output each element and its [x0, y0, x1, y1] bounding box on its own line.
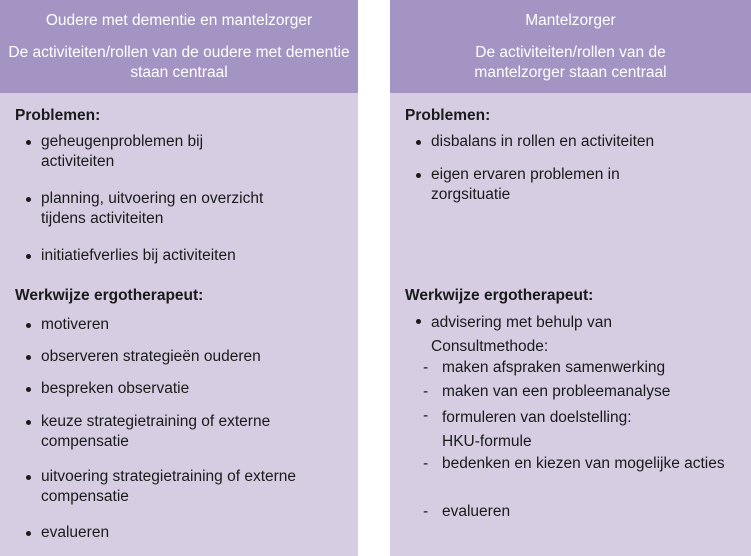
dash-marker: - — [423, 407, 429, 424]
left-method-item: bespreken observatie — [41, 379, 338, 399]
right-method-subitem: evalueren — [442, 503, 511, 520]
left-method-item: keuze strategietraining of externe compensatie — [41, 412, 311, 452]
right-problem-item: eigen ervaren problemen in zorgsituatie — [431, 165, 661, 205]
left-method-heading: Werkwijze ergotherapeut: — [15, 287, 204, 304]
dash-marker: - — [423, 383, 429, 400]
left-problem-item: initiatiefverlies bij activiteiten — [41, 246, 338, 266]
dash-marker: - — [423, 359, 429, 376]
left-panel-title: Oudere met dementie en mantelzorger — [45, 12, 313, 29]
dash-marker: - — [423, 503, 429, 520]
left-panel-body — [0, 93, 358, 556]
left-problem-item: planning, uitvoering en overzicht tijdens activiteiten — [41, 189, 281, 229]
left-panel-header — [0, 0, 358, 93]
right-method-item: advisering met behulp van Consultmethode: — [431, 311, 641, 359]
left-panel-subtitle: De activiteiten/rollen van de oudere met dementie staan centraal — [8, 44, 350, 81]
right-method-heading: Werkwijze ergotherapeut: — [405, 287, 594, 304]
left-method-item: observeren strategieën ouderen — [41, 347, 338, 367]
right-method-subitem: formuleren van doelstelling: HKU-formule — [442, 409, 632, 450]
left-method-item: motiveren — [41, 315, 338, 335]
right-method-subitem: maken van een probleemanalyse — [442, 383, 671, 400]
right-panel — [390, 0, 751, 556]
right-panel-subtitle: De activiteiten/rollen van de mantelzorger staan centraal — [474, 44, 667, 81]
left-problems-heading: Problemen: — [15, 107, 101, 124]
right-problems-heading: Problemen: — [405, 107, 491, 124]
dash-marker: - — [423, 455, 429, 472]
right-method-subitem: maken afspraken samenwerking — [442, 359, 666, 376]
right-panel-body — [390, 93, 751, 556]
right-method-subitem: bedenken en kiezen van mogelijke acties — [442, 455, 725, 472]
left-panel — [0, 0, 358, 556]
right-panel-header — [390, 0, 751, 93]
right-problem-item: disbalans in rollen en activiteiten — [431, 132, 731, 152]
left-method-item: uitvoering strategietraining of externe compensatie — [41, 467, 316, 507]
right-panel-title: Mantelzorger — [525, 12, 616, 29]
left-problem-item: geheugenproblemen bij activiteiten — [41, 132, 251, 172]
left-method-item: evalueren — [41, 523, 338, 543]
